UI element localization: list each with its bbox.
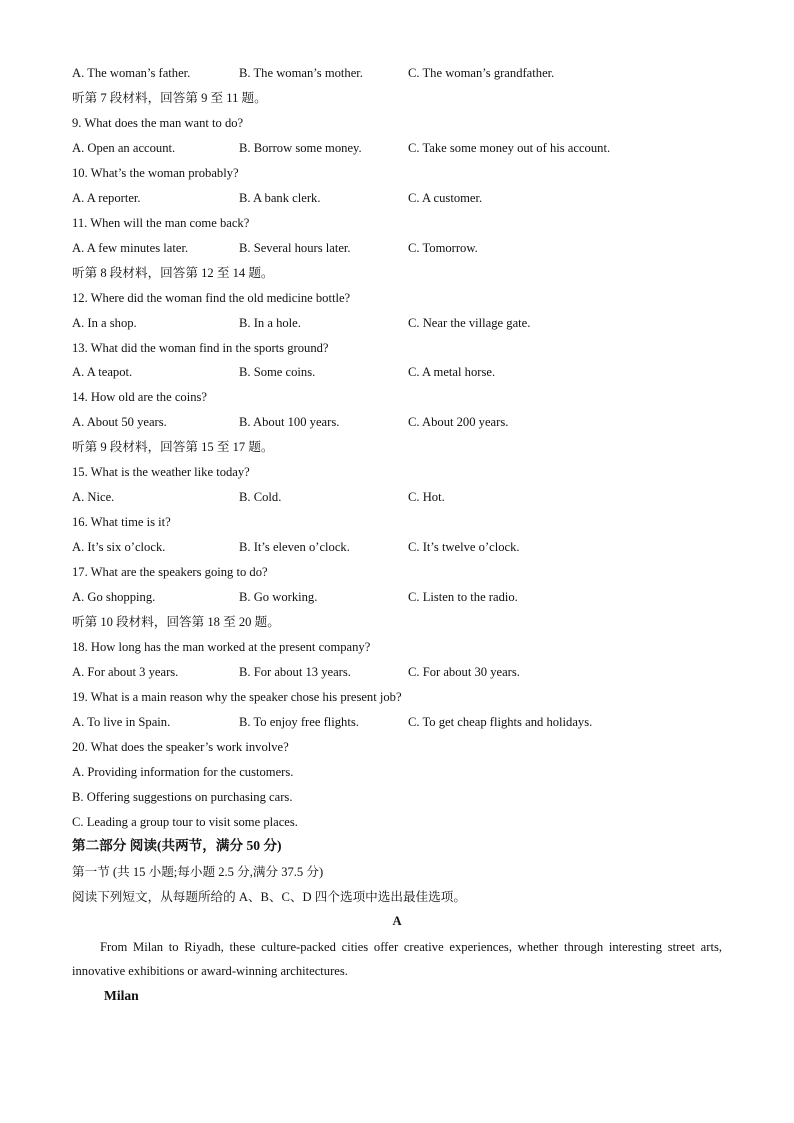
q17-option-b: B. Go working. (239, 590, 318, 604)
part2-title: 第二部分 阅读(共两节，满分 50 分) (72, 838, 282, 853)
q10-option-c: C. A customer. (408, 191, 483, 205)
q18-stem: 18. How long has the man worked at the present company? (72, 640, 371, 654)
q15-stem: 15. What is the weather like today? (72, 465, 250, 479)
q20-option-b: B. Offering suggestions on purchasing cars. (72, 790, 293, 804)
q15-option-c: C. Hot. (408, 490, 445, 504)
q10-stem: 10. What’s the woman probably? (72, 166, 239, 180)
q20-stem: 20. What does the speaker’s work involve? (72, 740, 289, 754)
q9-option-a: A. Open an account. (72, 141, 176, 155)
section8-heading: 听第 8 段材料，回答第 12 至 14 题。 (72, 266, 274, 280)
reading-instruction: 阅读下列短文，从每题所给的 A、B、C、D 四个选项中选出最佳选项。 (72, 890, 466, 904)
q13-option-c: C. A metal horse. (408, 365, 496, 379)
q9-option-c: C. Take some money out of his account. (408, 141, 611, 155)
q16-option-a: A. It’s six o’clock. (72, 540, 166, 554)
q8-option-b: B. The woman’s mother. (239, 66, 363, 80)
subheading-milan: Milan (104, 988, 139, 1003)
section9-heading: 听第 9 段材料，回答第 15 至 17 题。 (72, 440, 274, 454)
q14-option-b: B. About 100 years. (239, 415, 340, 429)
q17-option-c: C. Listen to the radio. (408, 590, 518, 604)
q19-option-c: C. To get cheap flights and holidays. (408, 715, 593, 729)
q11-option-b: B. Several hours later. (239, 241, 351, 255)
q13-stem: 13. What did the woman find in the sports ground? (72, 341, 329, 355)
q12-option-b: B. In a hole. (239, 316, 301, 330)
section7-heading: 听第 7 段材料，回答第 9 至 11 题。 (72, 91, 267, 105)
q12-option-a: A. In a shop. (72, 316, 137, 330)
q8-option-c: C. The woman’s grandfather. (408, 66, 555, 80)
q12-option-c: C. Near the village gate. (408, 316, 531, 330)
q14-option-a: A. About 50 years. (72, 415, 167, 429)
passage-intro: From Milan to Riyadh, these culture-packed cities offer creative experiences, whether through interesting street arts, innovative exhibitions or award-winning architectures. (72, 940, 722, 978)
q18-option-c: C. For about 30 years. (408, 665, 520, 679)
q20-option-a: A. Providing information for the customers. (72, 765, 294, 779)
q9-stem: 9. What does the man want to do? (72, 116, 244, 130)
section1-title: 第一节 (共 15 小题;每小题 2.5 分,满分 37.5 分) (72, 865, 324, 879)
q16-option-b: B. It’s eleven o’clock. (239, 540, 350, 554)
q14-option-c: C. About 200 years. (408, 415, 509, 429)
q17-option-a: A. Go shopping. (72, 590, 156, 604)
q17-stem: 17. What are the speakers going to do? (72, 565, 268, 579)
passage-letter: A (392, 914, 402, 928)
q10-option-a: A. A reporter. (72, 191, 141, 205)
q16-option-c: C. It’s twelve o’clock. (408, 540, 520, 554)
q13-option-b: B. Some coins. (239, 365, 316, 379)
section10-heading: 听第 10 段材料，回答第 18 至 20 题。 (72, 615, 280, 629)
q19-option-a: A. To live in Spain. (72, 715, 171, 729)
q14-stem: 14. How old are the coins? (72, 390, 207, 404)
q8-option-a: A. The woman’s father. (72, 66, 191, 80)
q13-option-a: A. A teapot. (72, 365, 133, 379)
q19-option-b: B. To enjoy free flights. (239, 715, 359, 729)
q9-option-b: B. Borrow some money. (239, 141, 362, 155)
q11-option-a: A. A few minutes later. (72, 241, 189, 255)
q10-option-b: B. A bank clerk. (239, 191, 321, 205)
q11-stem: 11. When will the man come back? (72, 216, 250, 230)
q12-stem: 12. Where did the woman find the old medicine bottle? (72, 291, 351, 305)
q16-stem: 16. What time is it? (72, 515, 171, 529)
q18-option-a: A. For about 3 years. (72, 665, 179, 679)
q15-option-b: B. Cold. (239, 490, 282, 504)
q11-option-c: C. Tomorrow. (408, 241, 478, 255)
q19-stem: 19. What is a main reason why the speaker chose his present job? (72, 690, 402, 704)
q18-option-b: B. For about 13 years. (239, 665, 351, 679)
q15-option-a: A. Nice. (72, 490, 115, 504)
q20-option-c: C. Leading a group tour to visit some places. (72, 815, 298, 829)
